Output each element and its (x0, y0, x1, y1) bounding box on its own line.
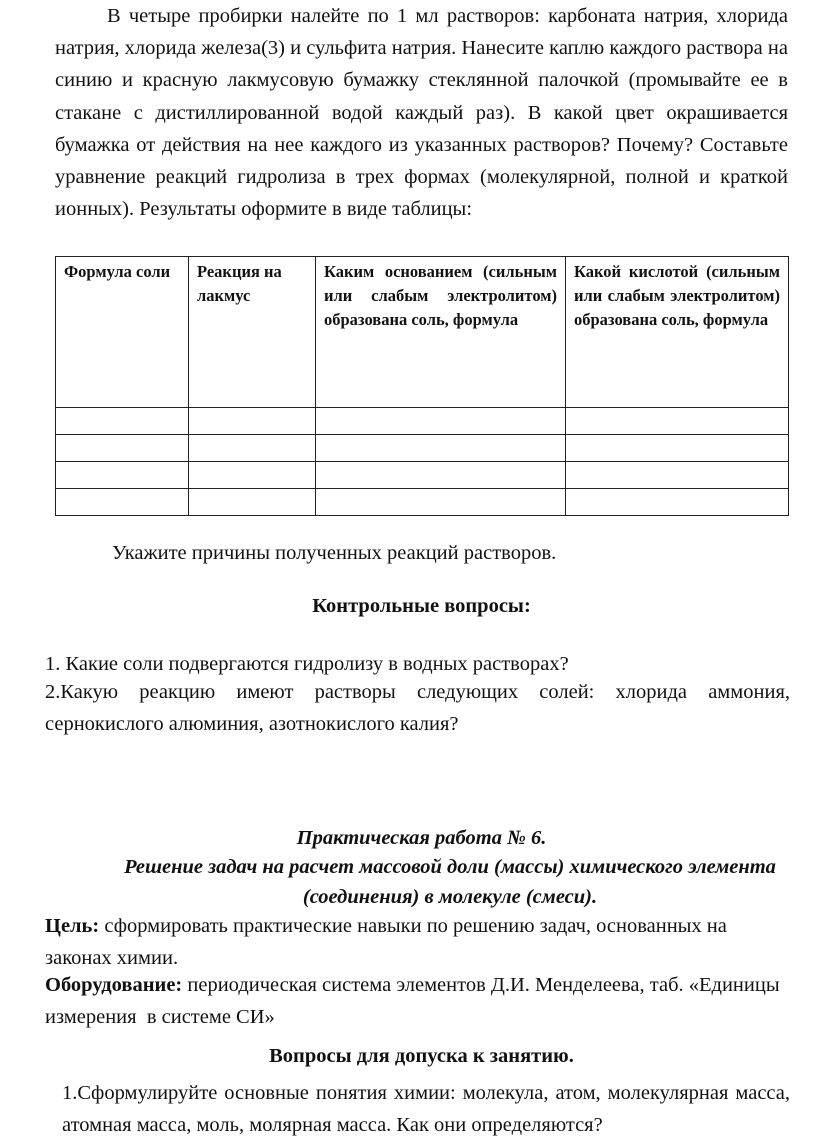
table-cell[interactable] (189, 489, 316, 516)
table-row (56, 462, 789, 489)
admission-questions-heading: Вопросы для допуска к занятию. (269, 1045, 574, 1067)
table-row (56, 435, 789, 462)
table-cell[interactable] (189, 435, 316, 462)
intro-paragraph: В четыре пробирки налейте по 1 мл растворов: карбоната натрия, хлорида натрия, хлорида железа(3) и сульфита натрия. Нанесите каплю каждого раствора на синию и красную лакмусовую бумажку стеклянной палочкой (промывайте ее в стакане с дистиллированной водой каждый раз). В какой цвет окрашивается бумажка от действия на нее каждого из указанных растворов? Почему? Составьте уравнение реакций гидролиза в трех формах (молекулярной, полной и краткой ионных). Результаты оформите в виде таблицы: (55, 5, 788, 221)
goal-text: сформировать практические навыки по решению задач, основанных на законах химии. (45, 915, 727, 969)
goal-label: Цель: (45, 915, 100, 937)
table-cell[interactable] (316, 408, 566, 435)
equipment-text: периодическая система элементов Д.И. Менделеева, таб. «Единицы измерения в системе СИ» (45, 974, 795, 1028)
results-table (55, 256, 789, 516)
practical-work-title: Практическая работа № 6. (296, 827, 547, 849)
header-cell-base: Каким основанием (сильным или слабым электролитом) образована соль, формула (316, 257, 566, 408)
table-header-row (56, 257, 789, 408)
table-cell[interactable] (316, 435, 566, 462)
control-question-1: 1. Какие соли подвергаются гидролизу в водных растворах? (45, 653, 569, 675)
practical-work-subtitle: Решение задач на расчет массовой доли (массы) химического элемента (соединения) в молекуле (смеси). (124, 856, 776, 908)
table-cell[interactable] (566, 462, 789, 489)
header-cell-salt-formula: Формула соли (56, 257, 189, 408)
note-text: Укажите причины полученных реакций растворов. (112, 542, 557, 564)
table-cell[interactable] (189, 408, 316, 435)
header-cell-acid: Какой кислотой (сильным или слабым электролитом) образована соль, формула (566, 257, 789, 408)
admission-question-1: 1.Сформулируйте основные понятия химии: молекула, атом, молекулярная масса, атомная масса, моль, молярная масса. Как они определяются? (62, 1082, 790, 1136)
equipment-paragraph (45, 969, 793, 1033)
table-row (56, 489, 789, 516)
table-cell[interactable] (566, 489, 789, 516)
table-cell[interactable] (56, 408, 189, 435)
goal-paragraph (45, 910, 793, 974)
table-cell[interactable] (56, 489, 189, 516)
table-cell[interactable] (566, 435, 789, 462)
header-cell-litmus-reaction: Реакция на лакмус (189, 257, 316, 408)
equipment-label: Оборудование: (45, 974, 183, 996)
table-cell[interactable] (56, 435, 189, 462)
table-cell[interactable] (316, 489, 566, 516)
table-cell[interactable] (189, 462, 316, 489)
table-row (56, 408, 789, 435)
table-cell[interactable] (56, 462, 189, 489)
table-cell[interactable] (316, 462, 566, 489)
control-questions-heading: Контрольные вопросы: (312, 595, 531, 617)
control-question-2: 2.Какую реакцию имеют растворы следующих солей: хлорида аммония, сернокислого алюминия, азотнокислого калия? (45, 681, 790, 735)
table-cell[interactable] (566, 408, 789, 435)
